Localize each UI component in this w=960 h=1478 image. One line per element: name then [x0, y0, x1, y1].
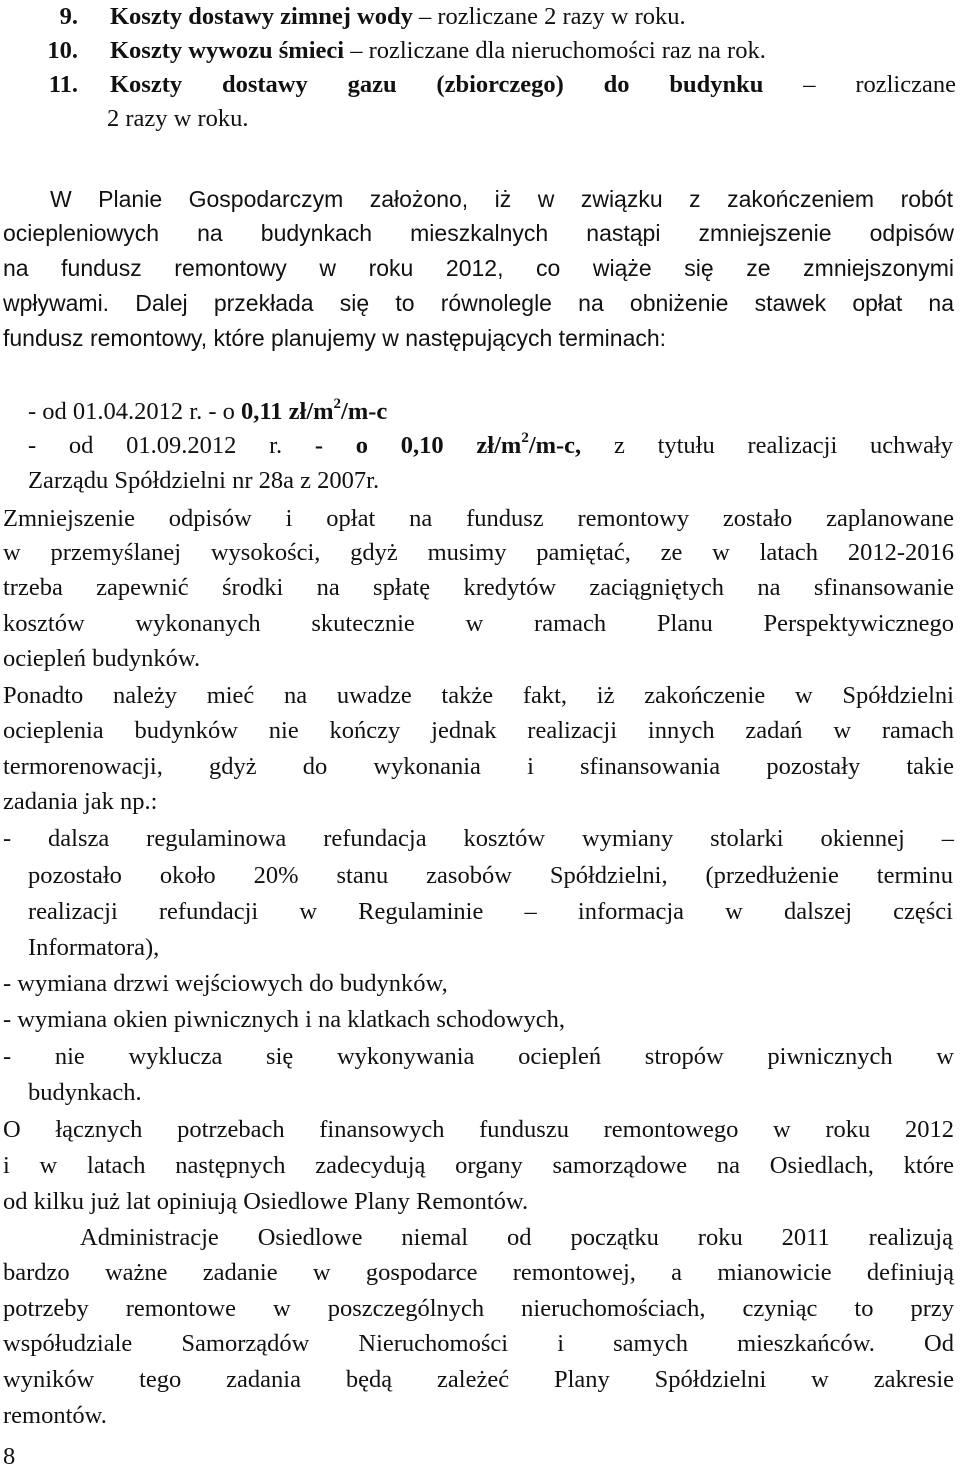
- paragraph-line: i w latach następnych zadecydują organy samorządowe na Osiedlach, które: [3, 1152, 954, 1179]
- rate-change-value: 0,11 zł/m: [241, 398, 334, 425]
- paragraph-line: na fundusz remontowy w roku 2012, co wiąże się ze zmniejszonymi: [3, 255, 954, 281]
- paragraph-line: zadania jak np.:: [3, 788, 158, 815]
- paragraph-line: ociepleniowych na budynkach mieszkalnych nastąpi zmniejszenie odpisów: [3, 220, 954, 246]
- paragraph-line: fundusz remontowy, które planujemy w następujących terminach:: [3, 325, 667, 351]
- list-item-continuation: 2 razy w roku.: [107, 105, 249, 132]
- rate-change-note: z tytułu realizacji uchwały: [581, 432, 953, 459]
- list-number: 9.: [59, 3, 78, 30]
- paragraph-line: współudziale Samorządów Nieruchomości i samych mieszkańców. Od: [3, 1330, 954, 1357]
- task-item-continuation: pozostało około 20% stanu zasobów Spółdzielni, (przedłużenie terminu: [28, 862, 953, 889]
- rate-change-unit-exponent: 2: [333, 395, 342, 412]
- paragraph-line: bardzo ważne zadanie w gospodarce remontowej, a mianowicie definiują: [3, 1259, 954, 1286]
- rate-change-unit-exponent: 2: [521, 429, 529, 446]
- task-item: - nie wyklucza się wykonywania ociepleń stropów piwnicznych w: [3, 1043, 954, 1070]
- paragraph-line: kosztów wykonanych skutecznie w ramach Planu Perspektywicznego: [3, 610, 954, 637]
- list-item-text: – rozliczane: [763, 71, 956, 98]
- rate-change-unit: /m-c,: [528, 432, 582, 459]
- list-item-text: – rozliczane 2 razy w roku.: [412, 3, 686, 30]
- paragraph-line: Zmniejszenie odpisów i opłat na fundusz remontowy zostało zaplanowane: [3, 505, 954, 532]
- task-item-continuation: Informatora),: [28, 934, 160, 961]
- task-item: - wymiana drzwi wejściowych do budynków,: [3, 970, 448, 997]
- paragraph-line: wyników tego zadania będą zależeć Plany Spółdzielni w zakresie: [3, 1366, 954, 1393]
- rate-change-continuation: Zarządu Spółdzielni nr 28a z 2007r.: [28, 467, 380, 494]
- paragraph-line: ociepleń budynków.: [3, 645, 201, 672]
- list-number: 11.: [48, 71, 78, 98]
- list-number: 10.: [47, 37, 78, 64]
- list-item-title: Koszty dostawy zimnej wody: [110, 3, 413, 30]
- paragraph-line: Ponadto należy mieć na uwadze także fakt, iż zakończenie w Spółdzielni: [3, 682, 954, 709]
- list-item-text: – rozliczane dla nieruchomości raz na rok.: [344, 37, 766, 64]
- paragraph-line: potrzeby remontowe w poszczególnych nieruchomościach, czyniąc to przy: [3, 1295, 954, 1322]
- task-item-continuation: realizacji refundacji w Regulaminie – informacja w dalszej części: [28, 898, 953, 925]
- paragraph-line: w przemyślanej wysokości, gdyż musimy pamiętać, ze w latach 2012-2016: [3, 539, 954, 566]
- task-item: - dalsza regulaminowa refundacja kosztów wymiany stolarki okiennej –: [3, 825, 954, 852]
- rate-change-date: - od 01.09.2012 r.: [28, 432, 315, 459]
- task-item-continuation: budynkach.: [28, 1079, 142, 1106]
- rate-change-date: - od 01.04.2012 r. - o: [28, 398, 241, 425]
- rate-change-item: [28, 395, 960, 429]
- list-item-title: Koszty wywozu śmieci: [110, 37, 345, 64]
- paragraph-line: trzeba zapewnić środki na spłatę kredytów zaciągniętych na sfinansowanie: [3, 574, 954, 601]
- paragraph-line: wpływami. Dalej przekłada się to równolegle na obniżenie stawek opłat na: [3, 290, 954, 316]
- page-number: 8: [3, 1443, 16, 1470]
- list-item-title: Koszty dostawy gazu (zbiorczego) do budynku: [110, 71, 764, 98]
- paragraph-line: remontów.: [3, 1402, 107, 1429]
- paragraph-line: termorenowacji, gdyż do wykonania i sfinansowania pozostały takie: [3, 753, 954, 780]
- paragraph-line: W Planie Gospodarczym założono, iż w związku z zakończeniem robót: [50, 186, 953, 212]
- paragraph-line: O łącznych potrzebach finansowych funduszu remontowego w roku 2012: [3, 1116, 954, 1143]
- rate-change-item: [28, 429, 953, 463]
- paragraph-line: ocieplenia budynków nie kończy jednak realizacji innych zadań w ramach: [3, 717, 954, 744]
- paragraph-line: Administracje Osiedlowe niemal od początku roku 2011 realizują: [80, 1224, 953, 1251]
- paragraph-line: od kilku już lat opiniują Osiedlowe Plany Remontów.: [3, 1188, 529, 1215]
- task-item: - wymiana okien piwnicznych i na klatkach schodowych,: [3, 1006, 565, 1033]
- rate-change-unit: /m-c: [341, 398, 388, 425]
- rate-change-value: - o 0,10 zł/m: [314, 432, 522, 459]
